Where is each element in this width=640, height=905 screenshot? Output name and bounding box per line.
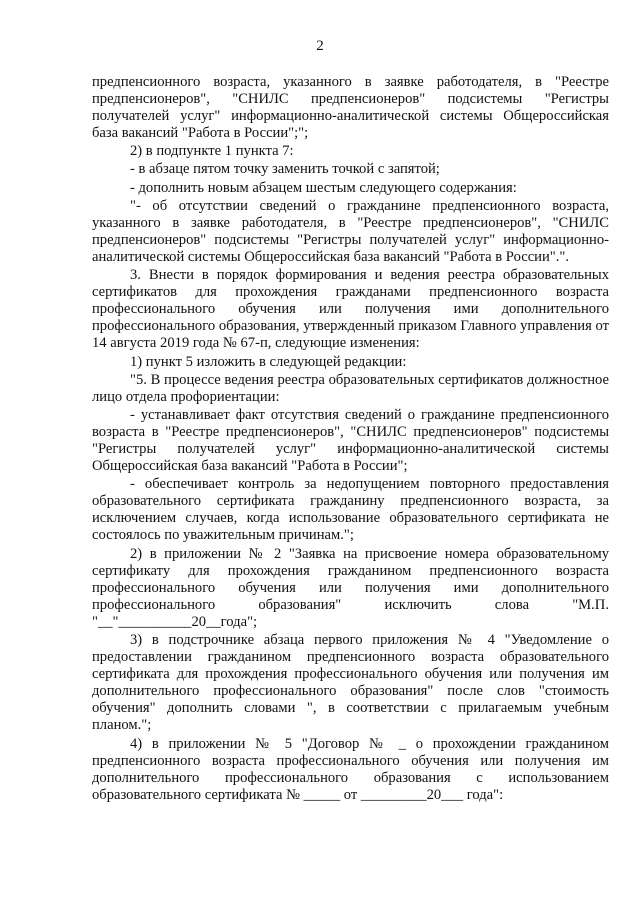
paragraph-5: "- об отсутствии сведений о гражданине предпенсионного возраста, указанного в заявке работодателя, в "Реестре предпенсионеров", "СНИЛС предпенсионеров" подсистемы "Регистры получателей услуг" информационно-аналитической системы Общероссийская база вакансий "Работа в России".". bbox=[92, 197, 609, 265]
paragraph-12: 3) в подстрочнике абзаца первого приложения № 4 "Уведомление о предоставлении гражданином предпенсионного возраста образовательного сертификата для прохождения профессионального обучения или получения им дополнительного профессионального образования" после слов "стоимость обучения" дополнить словами ", в соответствии с прилагаемым учебным планом."; bbox=[92, 632, 609, 734]
paragraph-8: "5. В процессе ведения реестра образовательных сертификатов должностное лицо отдела профориентации: bbox=[92, 371, 609, 405]
paragraph-2: 2) в подпункте 1 пункта 7: bbox=[130, 143, 294, 160]
paragraph-1: предпенсионного возраста, указанного в заявке работодателя, в "Реестре предпенсионеров", "СНИЛС предпенсионеров" подсистемы "Регистры получателей услуг" информационно-аналитической системы Общероссийская база вакансий "Работа в России";"; bbox=[92, 74, 609, 142]
paragraph-3: - в абзаце пятом точку заменить точкой с запятой; bbox=[130, 161, 440, 178]
paragraph-11: 2) в приложении № 2 "Заявка на присвоение номера образовательному сертификату для прохождения гражданином предпенсионного возраста профессионального обучения или получения ими дополнительного профессионального образования" исключить слова "М.П. "__"__________20__года"; bbox=[92, 545, 609, 630]
paragraph-13: 4) в приложении № 5 "Договор № _ о прохождении гражданином предпенсионного возраста профессионального обучения или получения им дополнительного профессионального образования с использованием образовательного сертификата № _____ от _________20___ года": bbox=[92, 735, 609, 803]
paragraph-9: - устанавливает факт отсутствия сведений о гражданине предпенсионного возраста в "Реестре предпенсионеров", "СНИЛС предпенсионеров" подсистемы "Регистры получателей услуг" информационно-аналитической системы Общероссийская база вакансий "Работа в России"; bbox=[92, 406, 609, 475]
paragraph-7: 1) пункт 5 изложить в следующей редакции: bbox=[130, 353, 407, 370]
paragraph-6: 3. Внести в порядок формирования и ведения реестра образовательных сертификатов для прохождения гражданами предпенсионного возраста профессионального обучения или получения ими дополнительного профессионального образования, утвержденный приказом Главного управления от 14 августа 2019 года № 67-п, следующие изменения: bbox=[92, 267, 609, 352]
paragraph-10: - обеспечивает контроль за недопущением повторного предоставления образовательного сертификата гражданину предпенсионного возраста, за исключением случаев, когда использование образовательного сертификата не состоялось по уважительным причинам."; bbox=[92, 476, 609, 544]
document-body bbox=[92, 74, 609, 804]
paragraph-4: - дополнить новым абзацем шестым следующего содержания: bbox=[130, 179, 517, 196]
page-number: 2 bbox=[316, 38, 324, 54]
